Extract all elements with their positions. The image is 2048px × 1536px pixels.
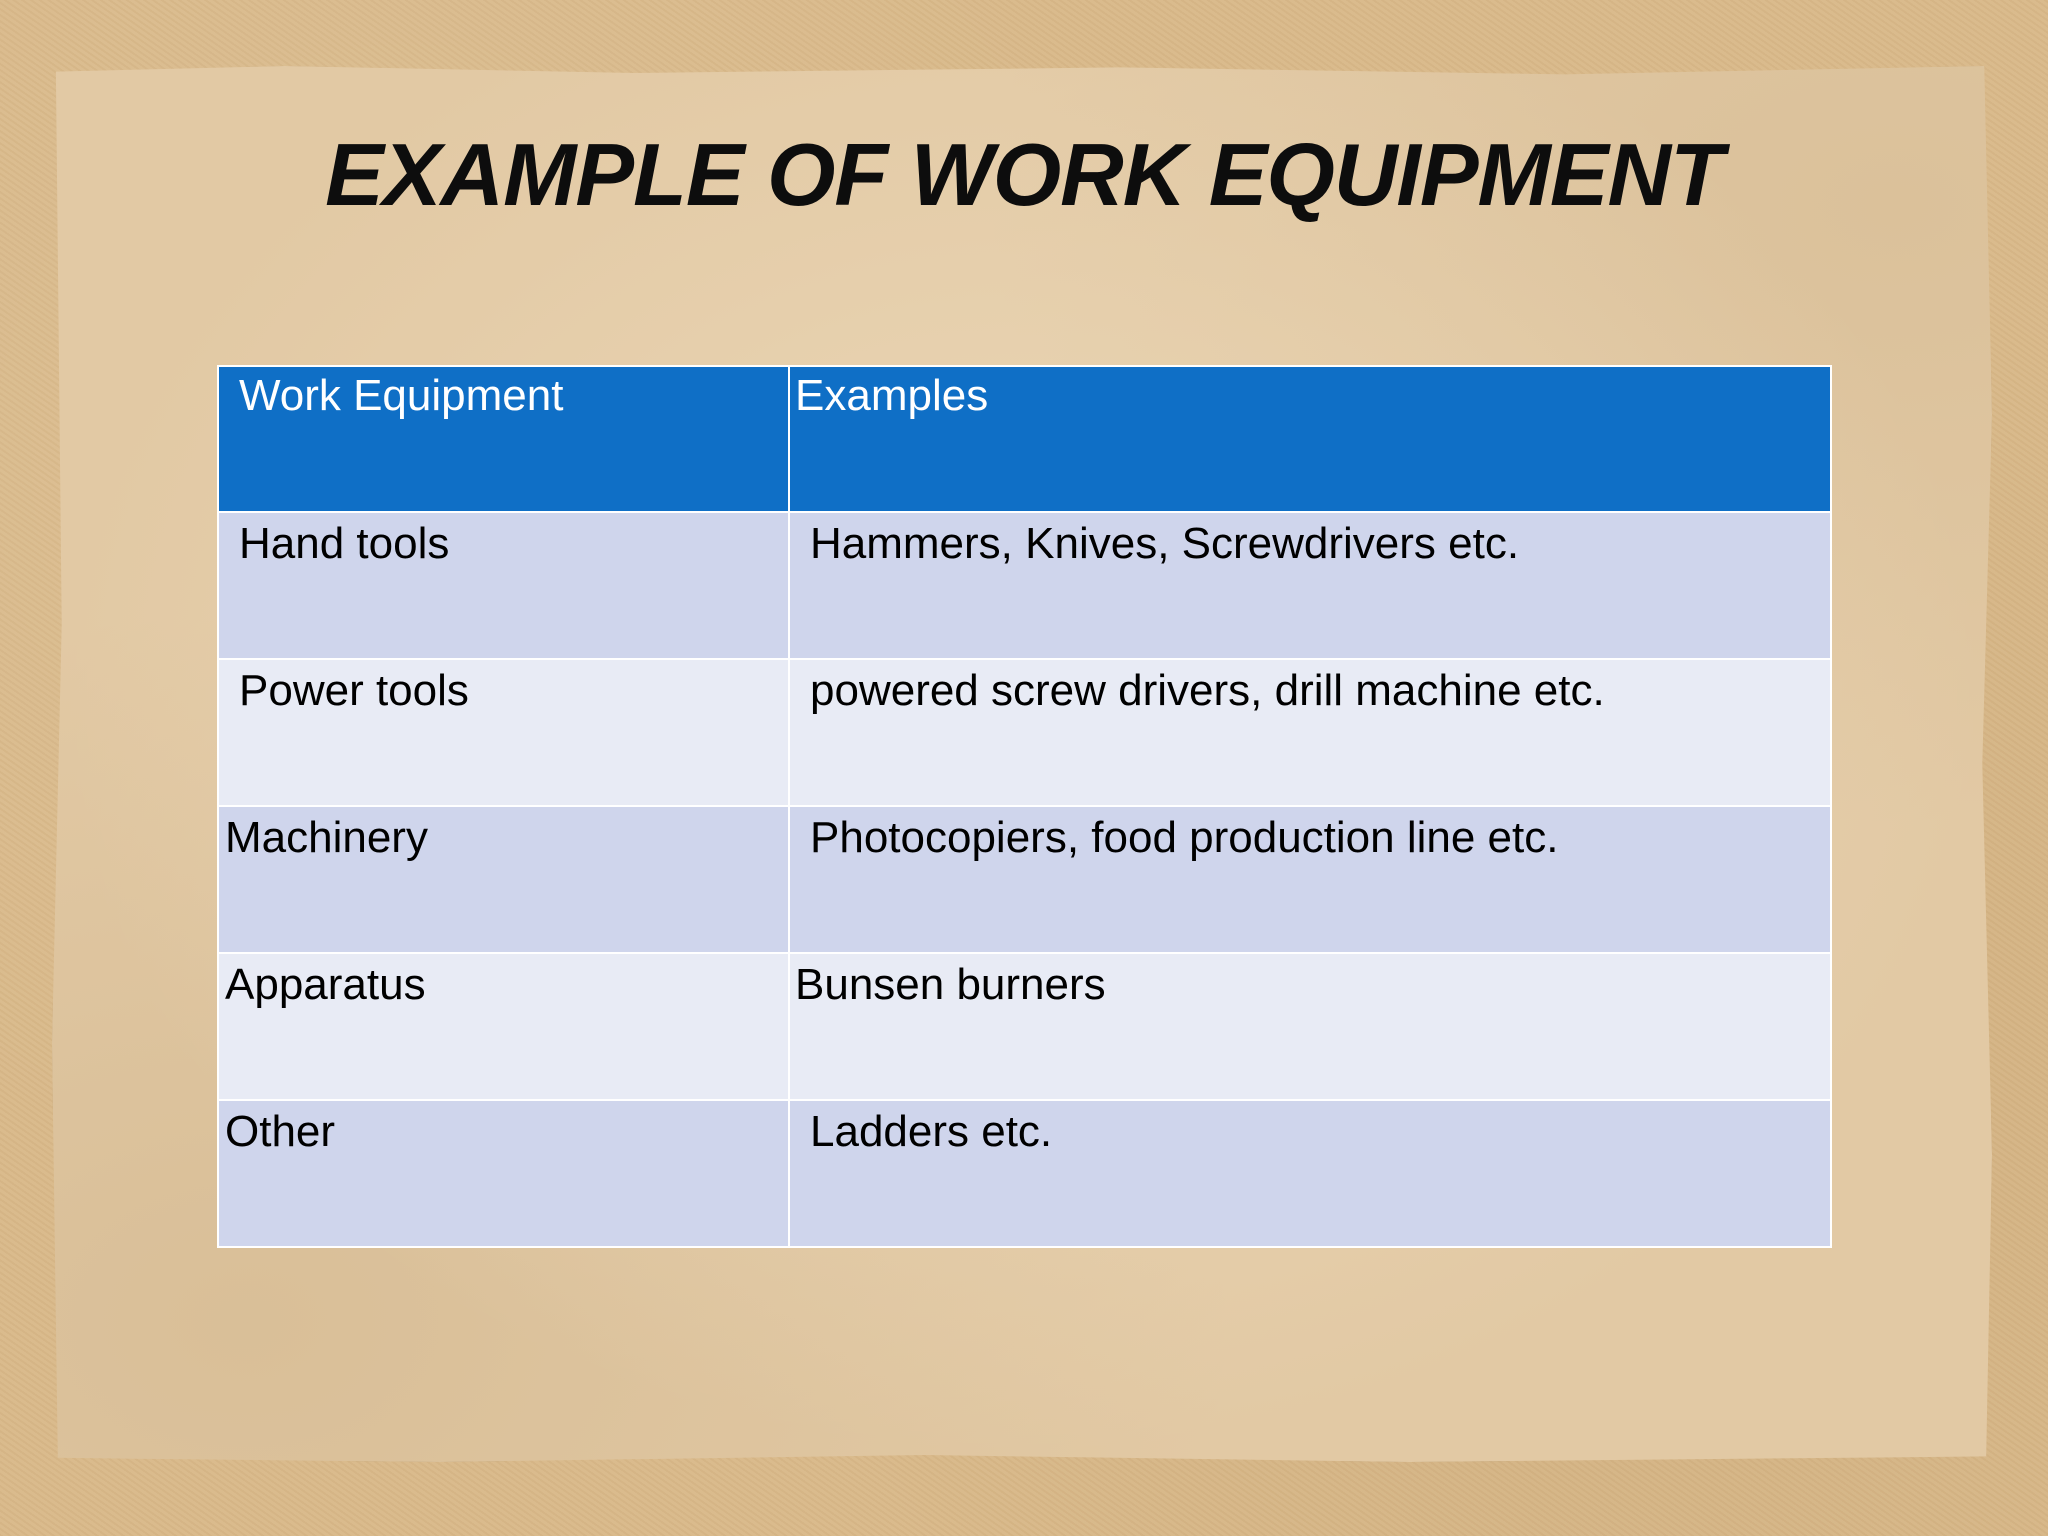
table-row: [218, 659, 1831, 806]
table-header-row: [218, 366, 1831, 512]
examples-cell: Ladders etc.: [789, 1100, 1831, 1247]
examples-cell: Bunsen burners: [789, 953, 1831, 1100]
equipment-cell: Hand tools: [218, 512, 789, 659]
table-row: [218, 953, 1831, 1100]
equipment-cell: Power tools: [218, 659, 789, 806]
table-row: [218, 1100, 1831, 1247]
examples-cell: Photocopiers, food production line etc.: [789, 806, 1831, 953]
header-work-equipment: Work Equipment: [218, 366, 789, 512]
table-row: [218, 512, 1831, 659]
equipment-cell: Machinery: [218, 806, 789, 953]
slide-title: EXAMPLE OF WORK EQUIPMENT: [325, 125, 1723, 224]
equipment-cell: Other: [218, 1100, 789, 1247]
equipment-table: [217, 365, 1832, 1248]
header-examples: Examples: [789, 366, 1831, 512]
table-row: [218, 806, 1831, 953]
equipment-cell: Apparatus: [218, 953, 789, 1100]
examples-cell: Hammers, Knives, Screwdrivers etc.: [789, 512, 1831, 659]
examples-cell: powered screw drivers, drill machine etc.: [789, 659, 1831, 806]
